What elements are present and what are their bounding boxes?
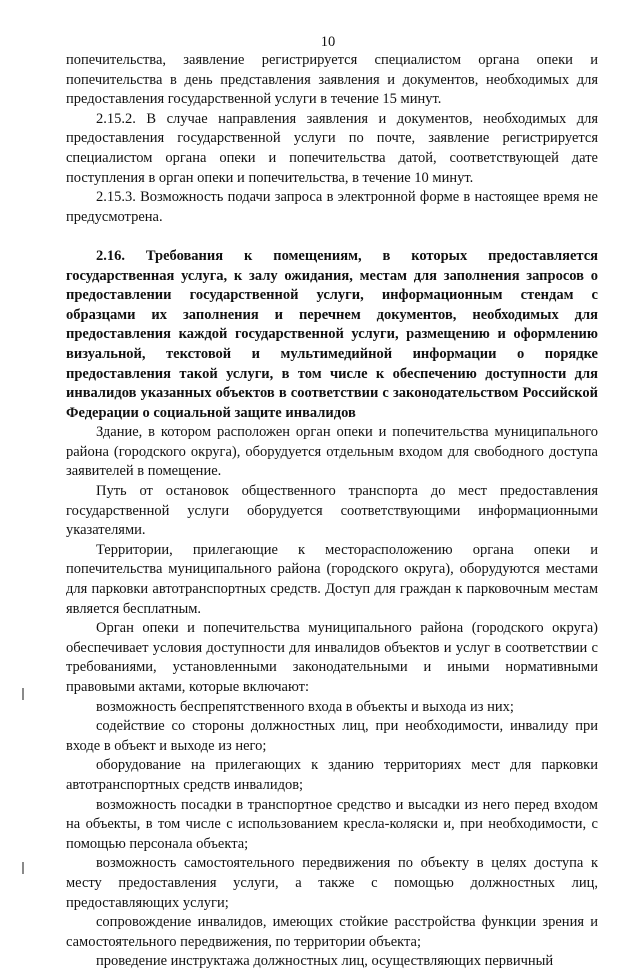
list-item-staff-assistance: содействие со стороны должностных лиц, при необходимости, инвалиду при входе в объект и выходе из него; (66, 718, 598, 754)
paragraph-continuation: попечительства, заявление регистрируется специалистом органа опеки и попечительства в день представления заявления и документов, необходимых для предоставления государственной услуги в течение 15 минут. (66, 52, 598, 108)
paragraph-building-entrance: Здание, в котором расположен орган опеки и попечительства муниципального района (городского округа), оборудуется отдельным входом для свободного доступа заявителей в помещение. (66, 424, 598, 480)
document-body (66, 51, 598, 972)
list-item-disabled-parking: оборудование на прилегающих к зданию территориях мест для парковки автотранспортных средств инвалидов; (66, 757, 598, 793)
paragraph-transport-signage: Путь от остановок общественного транспорта до мест предоставления государственной услуги оборудуется соответствующими информационными указателями. (66, 483, 598, 539)
paragraph-2-15-3: 2.15.3. Возможность подачи запроса в электронной форме в настоящее время не предусмотрена. (66, 189, 598, 225)
paragraph-parking: Территории, прилегающие к месторасположению органа опеки и попечительства муниципального района (городского округа), оборудуются местами для парковки автотранспортных средств. Доступ для граждан к парковочным местам является бесплатным. (66, 541, 598, 617)
margin-scan-mark (22, 862, 24, 874)
margin-scan-mark (22, 688, 24, 700)
page-number: 10 (320, 34, 336, 50)
list-item-unobstructed-entry: возможность беспрепятственного входа в объекты и выхода из них; (96, 698, 514, 715)
list-item-vehicle-boarding: возможность посадки в транспортное средство и высадки из него перед входом на объекты, в том числе с использованием кресла-коляски и, при необходимости, с помощью персонала объекта; (66, 796, 598, 852)
section-heading-2-16: 2.16. Требования к помещениям, в которых предоставляется государственная услуга, к залу ожидания, местам для заполнения запросов о предоставлении государственной услуги, информационным стендам с образцами их заполнения и перечнем документов, необходимых для предоставления каждой государственной услуги, размещению и оформлению визуальной, текстовой и мультимедийной информации о порядке предоставления такой услуги, в том числе к обеспечению доступности для инвалидов указанных объектов в соответствии с законодательством Российской Федерации о социальной защите инвалидов (66, 247, 598, 421)
list-item-independent-movement: возможность самостоятельного передвижения по объекту в целях доступа к месту предоставления услуги, а также с помощью должностных лиц, предоставляющих услуги; (66, 855, 598, 911)
list-item-escort: сопровождение инвалидов, имеющих стойкие расстройства функции зрения и самостоятельного передвижения, по территории объекта; (66, 914, 598, 950)
paragraph-accessibility-conditions: Орган опеки и попечительства муниципального района (городского округа) обеспечивает условия доступности для инвалидов объектов и услуг в соответствии с требованиями, установленными законодательными и иными нормативными правовыми актами, которые включают: (66, 620, 598, 695)
list-item-staff-briefing: проведение инструктажа должностных лиц, осуществляющих первичный (96, 953, 554, 970)
paragraph-2-15-2: 2.15.2. В случае направления заявления и документов, необходимых для предоставления государственной услуги по почте, заявление регистрируется специалистом органа опеки и попечительства датой, соответствующей дате поступления в орган опеки и попечительства, в течение 10 минут. (66, 110, 598, 186)
